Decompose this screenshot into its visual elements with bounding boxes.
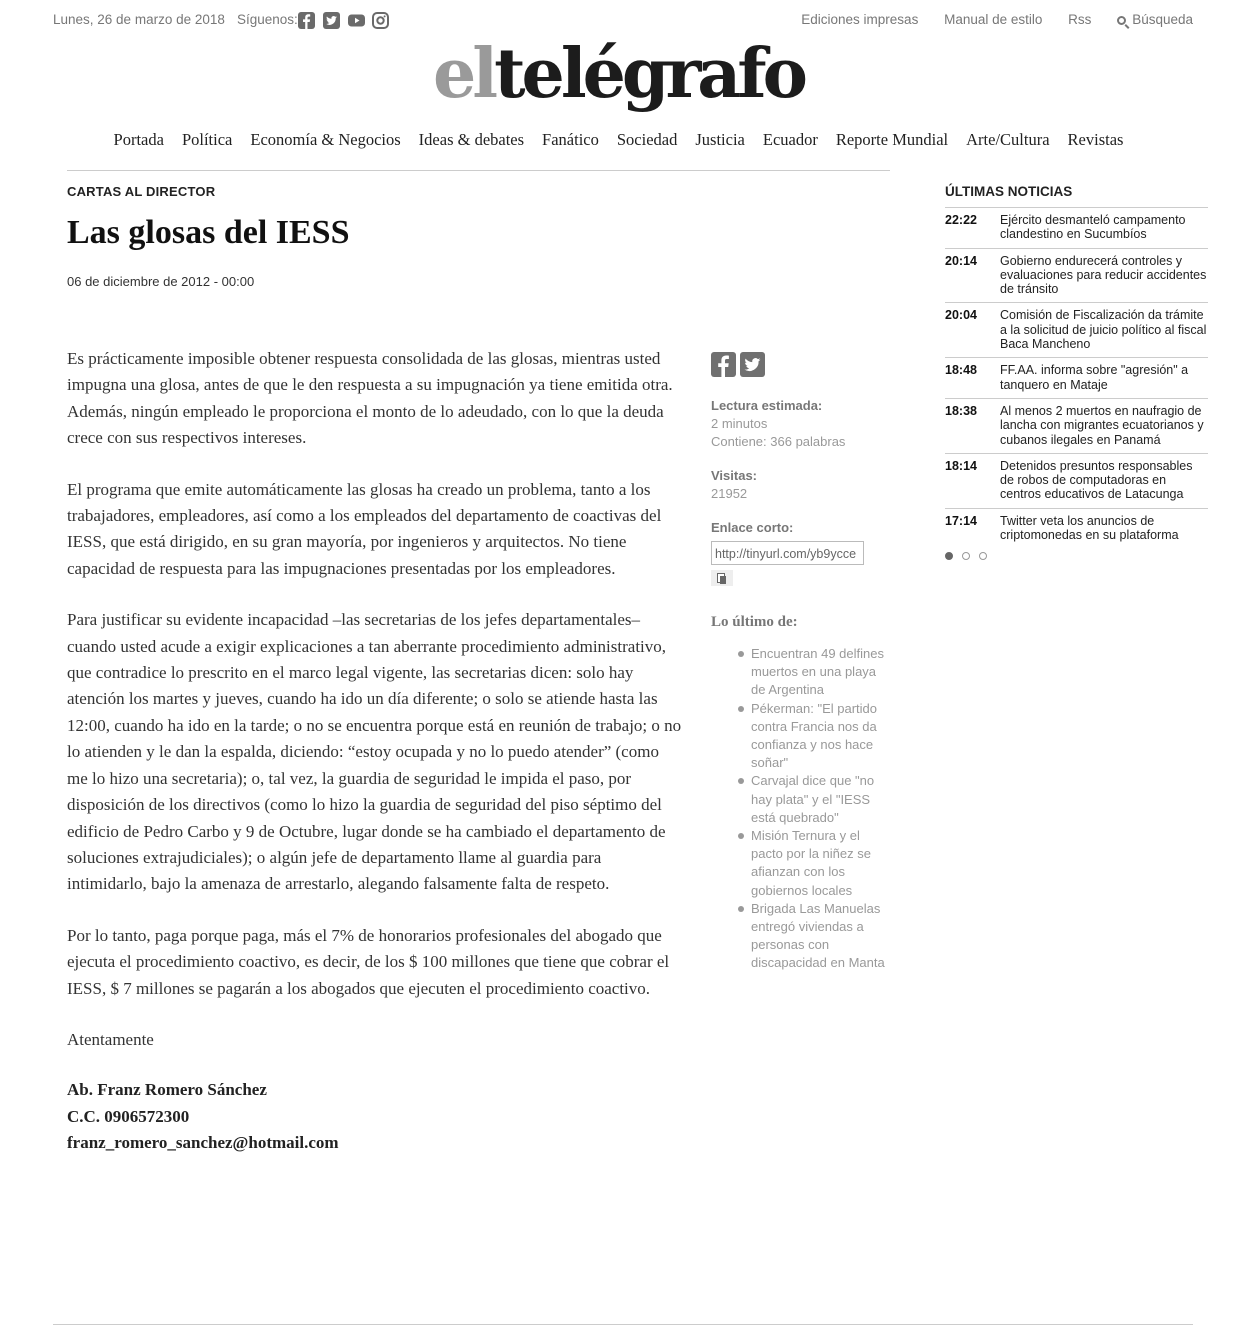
- signature-name: Ab. Franz Romero Sánchez: [67, 1080, 267, 1100]
- news-time: 22:22: [945, 213, 977, 227]
- search-link[interactable]: [1117, 12, 1193, 27]
- carousel-dot-2[interactable]: [962, 552, 970, 560]
- site-logo[interactable]: [0, 34, 1237, 114]
- last-from-item[interactable]: Pékerman: "El partido contra Francia nos da confianza y nos hace soñar": [735, 700, 891, 773]
- nav-item-revistas[interactable]: Revistas: [1067, 130, 1124, 149]
- news-headline[interactable]: Ejército desmanteló campamento clandestino en Sucumbíos: [1000, 213, 1186, 242]
- nav-item-justicia[interactable]: Justicia: [695, 130, 745, 149]
- news-headline[interactable]: FF.AA. informa sobre "agresión" a tanquero en Mataje: [1000, 363, 1189, 392]
- news-headline[interactable]: Gobierno endurecerá controles y evaluaciones para reducir accidentes de tránsito: [1000, 253, 1207, 297]
- main-nav: [0, 130, 1237, 150]
- section-label[interactable]: CARTAS AL DIRECTOR: [67, 184, 216, 199]
- nav-item-fanatico[interactable]: Fanático: [542, 130, 599, 149]
- article-paragraph: Es prácticamente imposible obtener respuesta consolidada de las glosas, mientras usted impugna una glosa, antes de que le den respuesta a su impugnación ya tiene emitida otra. Además, ningún empleado le proporciona el monto de lo adeudado, con lo que la deuda crece con sus respectivos intereses.: [67, 349, 673, 448]
- signature-email: franz_romero_sanchez@hotmail.com: [67, 1133, 339, 1153]
- shortlink-input[interactable]: http://tinyurl.com/yb9ycce: [711, 541, 864, 565]
- nav-item-ideas[interactable]: Ideas & debates: [418, 130, 525, 149]
- nav-item-sociedad[interactable]: Sociedad: [616, 130, 678, 149]
- facebook-icon[interactable]: [298, 12, 315, 29]
- latest-news-title: ÚLTIMAS NOTICIAS: [945, 184, 1073, 199]
- search-label: Búsqueda: [1132, 12, 1193, 27]
- article-rail: [711, 352, 891, 973]
- news-headline[interactable]: Detenidos presuntos responsables de robos de computadoras en centros educativos de Latacunga: [1000, 458, 1193, 502]
- top-links: [779, 12, 1193, 27]
- news-item[interactable]: [945, 399, 1208, 454]
- news-headline[interactable]: Al menos 2 muertos en naufragio de lancha con migrantes ecuatorianos y cubanos ilegales en Panamá: [1000, 403, 1204, 447]
- news-item[interactable]: [945, 303, 1208, 358]
- news-item[interactable]: [945, 454, 1208, 509]
- rss-link[interactable]: Rss: [1068, 12, 1092, 27]
- last-from-item[interactable]: Encuentran 49 delfines muertos en una playa de Argentina: [735, 645, 891, 700]
- latest-news-widget: [945, 184, 1208, 559]
- latest-news-list: [945, 207, 1208, 545]
- news-item[interactable]: [945, 249, 1208, 304]
- shortlink-block: [711, 519, 891, 591]
- logo-telegrafo: telégrafo: [494, 34, 804, 114]
- carousel-dot-3[interactable]: [979, 552, 987, 560]
- news-time: 20:14: [945, 253, 977, 268]
- visits-count: 21952: [711, 486, 748, 501]
- article-body: [67, 346, 682, 1157]
- shortlink-label: Enlace corto:: [711, 520, 794, 535]
- twitter-icon[interactable]: [323, 12, 340, 29]
- visits-label: Visitas:: [711, 468, 758, 483]
- reading-time-value: 2 minutos: [711, 416, 768, 431]
- news-time: 18:38: [945, 403, 977, 418]
- article-date: 06 de diciembre de 2012 - 00:00: [67, 274, 255, 289]
- follow-label: Síguenos:: [237, 12, 298, 27]
- reading-time-label: Lectura estimada:: [711, 398, 823, 413]
- news-time: 17:14: [945, 513, 977, 528]
- printed-editions-link[interactable]: Ediciones impresas: [801, 12, 919, 27]
- word-count: Contiene: 366 palabras: [711, 434, 846, 449]
- nav-item-ecuador[interactable]: Ecuador: [762, 130, 818, 149]
- reading-time-block: [711, 397, 891, 451]
- visits-block: [711, 467, 891, 503]
- footer-divider: [53, 1324, 1193, 1325]
- last-from-item[interactable]: Misión Ternura y el pacto por la niñez se afianzan con los gobiernos locales: [735, 827, 891, 900]
- news-item[interactable]: [945, 208, 1208, 249]
- news-headline[interactable]: Twitter veta los anuncios de criptomonedas en su plataforma: [1000, 513, 1179, 543]
- last-from-item[interactable]: Carvajal dice que "no hay plata" y el "IESS está quebrado": [735, 772, 891, 827]
- carousel-dot-1[interactable]: [945, 552, 953, 560]
- share-buttons: [711, 352, 891, 377]
- news-time: 18:14: [945, 458, 977, 473]
- last-from-label: Lo último de:: [711, 614, 798, 630]
- signature-id: C.C. 0906572300: [67, 1106, 190, 1126]
- article-paragraph: El programa que emite automáticamente las glosas ha creado un problema, tanto a los trabajadores, empleadores, así como a los empleados del departamento de coactivas del IESS, que está dirigido, en su gran mayoría, por ingenieros y arquitectos. No tiene capacidad de respuesta para las impugnaciones presentadas por los empleadores.: [67, 479, 662, 578]
- last-from-list: [735, 645, 891, 973]
- instagram-icon[interactable]: [372, 12, 389, 29]
- nav-item-arte-cultura[interactable]: Arte/Cultura: [966, 130, 1050, 149]
- last-from-item[interactable]: Brigada Las Manuelas entregó viviendas a personas con discapacidad en Manta: [735, 900, 891, 973]
- nav-divider: [67, 170, 890, 171]
- news-item[interactable]: [945, 358, 1208, 399]
- news-time: 18:48: [945, 363, 977, 378]
- logo-el: el: [433, 34, 495, 114]
- article-paragraph: Para justificar su evidente incapacidad –las secretarias de los jefes departamentales– cuando usted acude a exigir explicaciones a tan aberrante procedimiento administrativo, que contradice lo prescrito en el marco legal vigente, las secretarias dicen: solo hay atención los martes y jueves, cuando ha ido un día diferente; o solo se atiende hasta las 12:00, cuando ha ido en la tarde; o no se encuentra porque está en reunión de trabajo; o no lo atienden y le dan la espalda, diciendo: “estoy ocupada y no lo puedo atender” (como me lo hizo una secretaria); o, tal vez, la guardia de seguridad le impida el paso, por disposición de los directivos (como lo hizo la guardia de seguridad del piso séptimo del edificio de Pedro Carbo y 9 de Octubre, lugar donde se ha cambiado el departamento de soluciones extrajudiciales); o algún jefe de departamento llame al guardia para intimidarlo, bajo la amenaza de arrestarlo, alegando falsamente falta de respeto.: [67, 610, 682, 894]
- share-twitter-icon[interactable]: [740, 352, 765, 377]
- news-item[interactable]: [945, 509, 1208, 545]
- current-date: Lunes, 26 de marzo de 2018: [53, 12, 225, 27]
- carousel-pagination: [945, 547, 1208, 559]
- share-facebook-icon[interactable]: [711, 352, 736, 377]
- search-icon: [1117, 16, 1126, 25]
- nav-item-economia[interactable]: Economía & Negocios: [250, 130, 401, 149]
- copy-link-icon[interactable]: [711, 570, 733, 586]
- top-bar: [0, 12, 1237, 32]
- article-paragraph: Por lo tanto, paga porque paga, más el 7% de honorarios profesionales del abogado que ejecuta el procedimiento coactivo, es decir, de los $ 100 millones que tiene que cobrar el IESS, $ 7 millones se pagarán a los abogados que ejecuten el procedimiento coactivo.: [67, 925, 670, 998]
- nav-item-politica[interactable]: Política: [181, 130, 233, 149]
- nav-item-portada[interactable]: Portada: [113, 130, 164, 149]
- news-headline[interactable]: Comisión de Fiscalización da trámite a la solicitud de juicio político al fiscal Baca Mancheno: [1000, 308, 1207, 352]
- closing-greeting: Atentamente: [67, 1029, 154, 1049]
- social-links: [298, 12, 393, 29]
- style-manual-link[interactable]: Manual de estilo: [944, 12, 1043, 27]
- article-title: Las glosas del IESS: [67, 214, 350, 251]
- news-time: 20:04: [945, 308, 977, 323]
- youtube-icon[interactable]: [348, 12, 365, 29]
- nav-item-reporte-mundial[interactable]: Reporte Mundial: [835, 130, 949, 149]
